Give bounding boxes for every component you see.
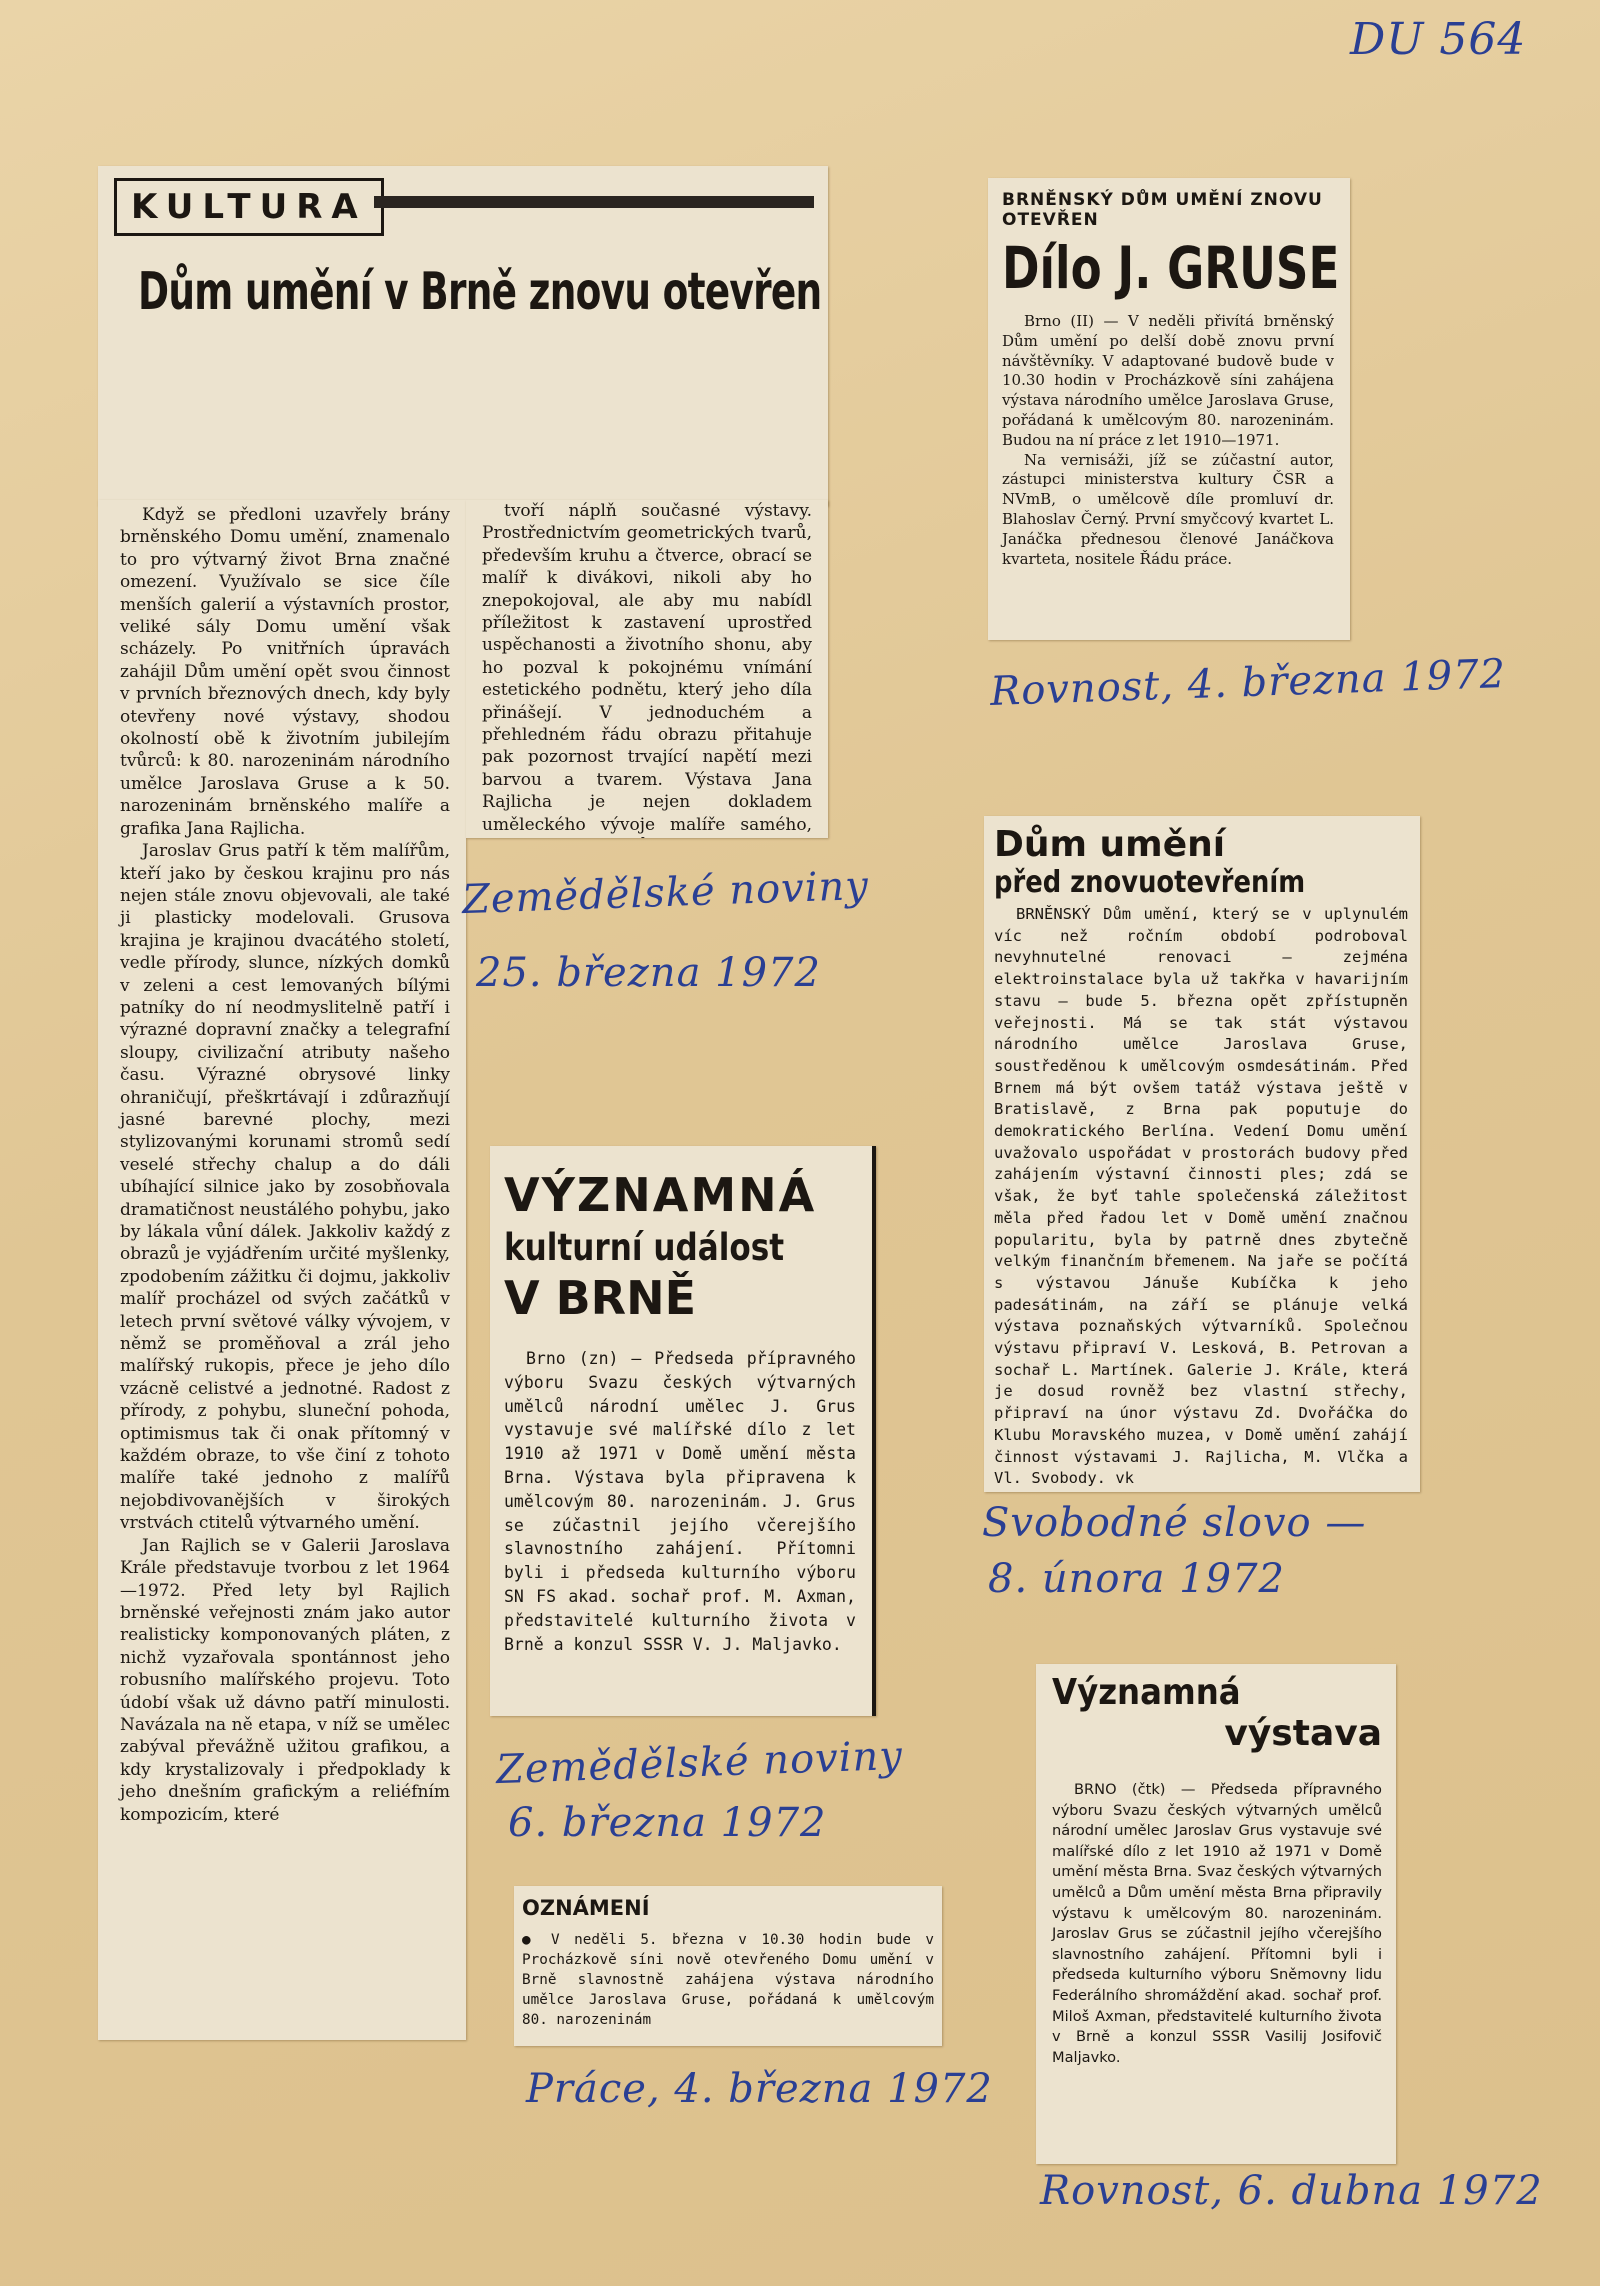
kultura-column-1 (98, 500, 466, 2040)
paragraph: ● V neděli 5. března v 10.30 hodin bude v Procházkově síni nově otevřeného Domu umění v Brně slavnostně zahájena výstava národního umělce Jaroslava Gruse, pořádaná k umělcovým 80. narozeninám (522, 1932, 934, 2028)
headline-line-2: před znovuotevřením (994, 865, 1306, 900)
source-note: Práce, 4. března 1972 (526, 2066, 993, 2112)
article-text (994, 904, 1408, 1490)
source-note: Rovnost, 6. dubna 1972 (1040, 2168, 1543, 2214)
paragraph: Brno (II) — V neděli přivítá brněnský Dům umění po delší době znovu první návštěvníky. V adaptované budově bude v 10.30 hodin v Procházkově síni zahájena výstava národního umělce Jaroslava Gruse, pořádaná k umělcovým 80. narozeninám. Budou na ní práce z let 1910—1971. (1002, 312, 1334, 449)
article-text (522, 1930, 934, 2030)
paragraph: Jaroslav Grus patří k těm malířům, kteří jako by českou krajinu pro nás nejen stále znovu objevovali, ale také ji plasticky modelovali. Grusova krajina je krajinou dvacátého století, vedle přírody, slunce, nízkých domků v zeleni a cest lemovaných bílými patníky do ní neodmyslitelně patří i výrazné dopravní značky a telegrafní sloupy, civilizační atributy našeho času. Výrazné obrysové linky ohraničují, přeškrtávají i zdůrazňují jasné barevné plochy, mezi stylizovanými korunami stromů sedí veselé střechy chalup a do dáli ubíhající silnice jako by zosobňovala dramatičnost neustálého pohybu, jako by lákala vůní dálek. Jakkoliv každý z obrazů je vyjádřením určité myšlenky, zpodobením zážitku či dojmu, jakkoliv malíř procházel od svých začátků v letech první světové války vývojem, v němž se proměňoval a zrál jeho malířský rukopis, přece je jeho dílo vzácně celistvé a jednotné. Radost z přírody, z pohybu, sluneční pohoda, optimismus tak či onak přítomný v každém obraze, to vše činí z tohoto malíře také jednoho z malířů nejobdivovanějších v širokých vrstvách ctitelů výtvarného umění. (120, 841, 450, 1534)
paragraph: Když se předloni uzavřely brány brněnského Domu umění, znamenalo to pro výtvarný život Brna značné omezení. Využívalo se sice číle menších galerií a výstavních prostor, veliké sály Domu umění však scházely. Po vnitřních úpravách zahájil Dům umění opět svou činnost v prvních březnových dnech, kdy byly otevřeny nové výstavy, shodou okolností obě k životním jubilejím tvůrců: k 80. narozeninám národního umělce Jaroslava Gruse a k 50. narozeninám brněnského malíře a grafika Jana Rajlicha. (120, 505, 450, 839)
kicker: BRNĚNSKÝ DŮM UMĚNÍ ZNOVU OTEVŘEN (1002, 190, 1323, 230)
source-note: Svobodné slovo — (982, 1500, 1367, 1546)
paragraph: tvoří náplň současné výstavy. Prostřednictvím geometrických tvarů, především kruhu a čtverce, obrací se malíř k divákovi, nikoli aby ho znepokojoval, ale aby mu nabídl příležitost k zastavení uprostřed uspěchanosti a životního shonu, aby ho pozval k pokojnému vnímání estetického podnětu, který jeho díla přinášejí. V jednoduchém a přehledném řádu obrazu přitahuje pak pozornost trvající napětí mezi barvou a tvarem. Výstava Jana Rajlicha je nejen dokladem uměleckého vývoje malíře samého, (482, 501, 812, 835)
headline-line-3: V BRNĚ (504, 1271, 697, 1325)
oznameni-clipping (514, 1886, 942, 2046)
article-headline: OZNÁMENÍ (522, 1896, 650, 1920)
paragraph: BRNĚNSKÝ Dům umění, který se v uplynulém víc než ročním období podroboval nevyhnutelné renovaci — zejména elektroinstalace byla už takřka v havarijním stavu — bude 5. března opět zpřístupněn veřejnosti. Má se tak stát výstavou národního umělce Jaroslava Gruse, soustředěnou k umělcovým osmdesátinám. Před Brnem má být ovšem tatáž výstava ještě v Bratislavě, z Brna pak poputuje do demokratického Berlína. Vedení Domu umění uvažovalo uspořádat v prostorách budovy před zahájením výstavní činnosti ples; zdá se však, že byť tahle společenská záležitost měla před řadou let v Domě umění značnou popularitu, byla by patrně dnes zbytečně velkým finančním břemenem. Na jaře se počítá s výstavou Jánuše Kubíčka k jeho padesátinám, na září se plánuje velká výstava poznaňských výtvarníků. Společnou výstavu připraví V. Lesková, B. Petrovan a sochař L. Martínek. Galerie J. Krále, která je dosud rovněž bez vlastní střechy, připraví na únor výstavu Zd. Dvořáčka do Klubu Moravského muzea, v Domě umění zahájí činnost výstavami J. Rajlicha, M. Vlčka a Vl. Svobody. vk (994, 905, 1408, 1488)
headline-line-1: VÝZNAMNÁ (504, 1168, 817, 1222)
headline-line-1: Významná (1052, 1672, 1241, 1713)
archive-mark: DU 564 (1350, 14, 1527, 65)
udalost-clipping (490, 1146, 876, 1716)
article-headline: Dílo J. GRUSE (1002, 234, 1340, 302)
paragraph: Na vernisáži, jíž se zúčastní autor, zástupci ministerstva kultury ČSR a NVmB, o umělcově díle promluví dr. Blahoslav Černý. První smyčcový kvartet L. Janáčka přednesou členové Janáčkova kvarteta, nositele Řádu práce. (1002, 450, 1334, 568)
headline-line-2: kulturní událost (504, 1226, 785, 1269)
vystava-clipping (1036, 1664, 1396, 2164)
headline-line-2: výstava (1224, 1713, 1382, 1754)
source-date: 6. března 1972 (508, 1800, 827, 1846)
source-date: 25. března 1972 (476, 950, 821, 996)
article-text (504, 1347, 856, 1656)
kultura-clipping-top (98, 166, 828, 506)
gruse-clipping (988, 178, 1350, 640)
paragraph: Brno (zn) — Předseda přípravného výboru Svazu českých výtvarných umělců národní umělec J. Grus vystavuje své malířské dílo z let 1910 až 1971 v Domě umění města Brna. Výstava byla připravena k umělcovým 80. narozeninám. J. Grus se zúčastnil jejího včerejšího slavnostního zahájení. Přítomni byli i předseda kulturního výboru SN FS akad. sochař prof. M. Axman, představitelé kulturního života v Brně a konzul SSSR V. J. Maljavko. (504, 1349, 856, 1654)
headline-line-1: Dům umění (994, 824, 1226, 865)
paragraph: Jan Rajlich se v Galerii Jaroslava Krále představuje tvorbou z let 1964—1972. Před lety byl Rajlich brněnské veřejnosti znám jako autor realisticky komponovaných pláten, z nichž vyzařovala spontánnost jeho robusního malířského projevu. Toto údobí však už dávno patří minulosti. Navázala na ně etapa, v níž se umělec zabýval převážně užitou grafikou, a kdy krystalizovaly i předpoklady k jeho dnešním grafickým a reliéfním kompozicím, které (120, 1535, 450, 1825)
source-note: Zemědělské noviny (495, 1732, 904, 1794)
section-rule (374, 196, 814, 208)
kultura-column-2 (466, 500, 828, 838)
article-text (1052, 1780, 1382, 2068)
column-1-text (120, 504, 450, 1826)
pred-clipping (984, 816, 1420, 1492)
source-note: Rovnost, 4. března 1972 (989, 651, 1507, 715)
article-headline: Dům umění v Brně znovu otevřen (138, 262, 822, 322)
article-text (1002, 312, 1334, 569)
paragraph: BRNO (čtk) — Předseda přípravného výboru Svazu českých výtvarných umělců národní umělec Jaroslav Grus vystavuje své malířské dílo z let 1910 až 1971 v Domě umění města Brna. Svaz českých výtvarných umělců a Dům umění města Brna připravily výstavu k umělcovým 80. narozeninám. Jaroslav Grus se zúčastnil jejího včerejšího slavnostního zahájení. Přítomni byli i předseda kulturního výboru Sněmovny lidu Federálního shromáždění akad. sochař prof. Miloš Axman, představitelé kulturního života v Brně a konzul SSSR Vasilij Josifovič Maljavko. (1052, 1781, 1382, 2066)
column-2-text (482, 500, 812, 838)
source-date: 8. února 1972 (988, 1556, 1285, 1602)
source-note: Zemědělské noviny (461, 862, 870, 924)
section-label: KULTURA (114, 178, 384, 236)
